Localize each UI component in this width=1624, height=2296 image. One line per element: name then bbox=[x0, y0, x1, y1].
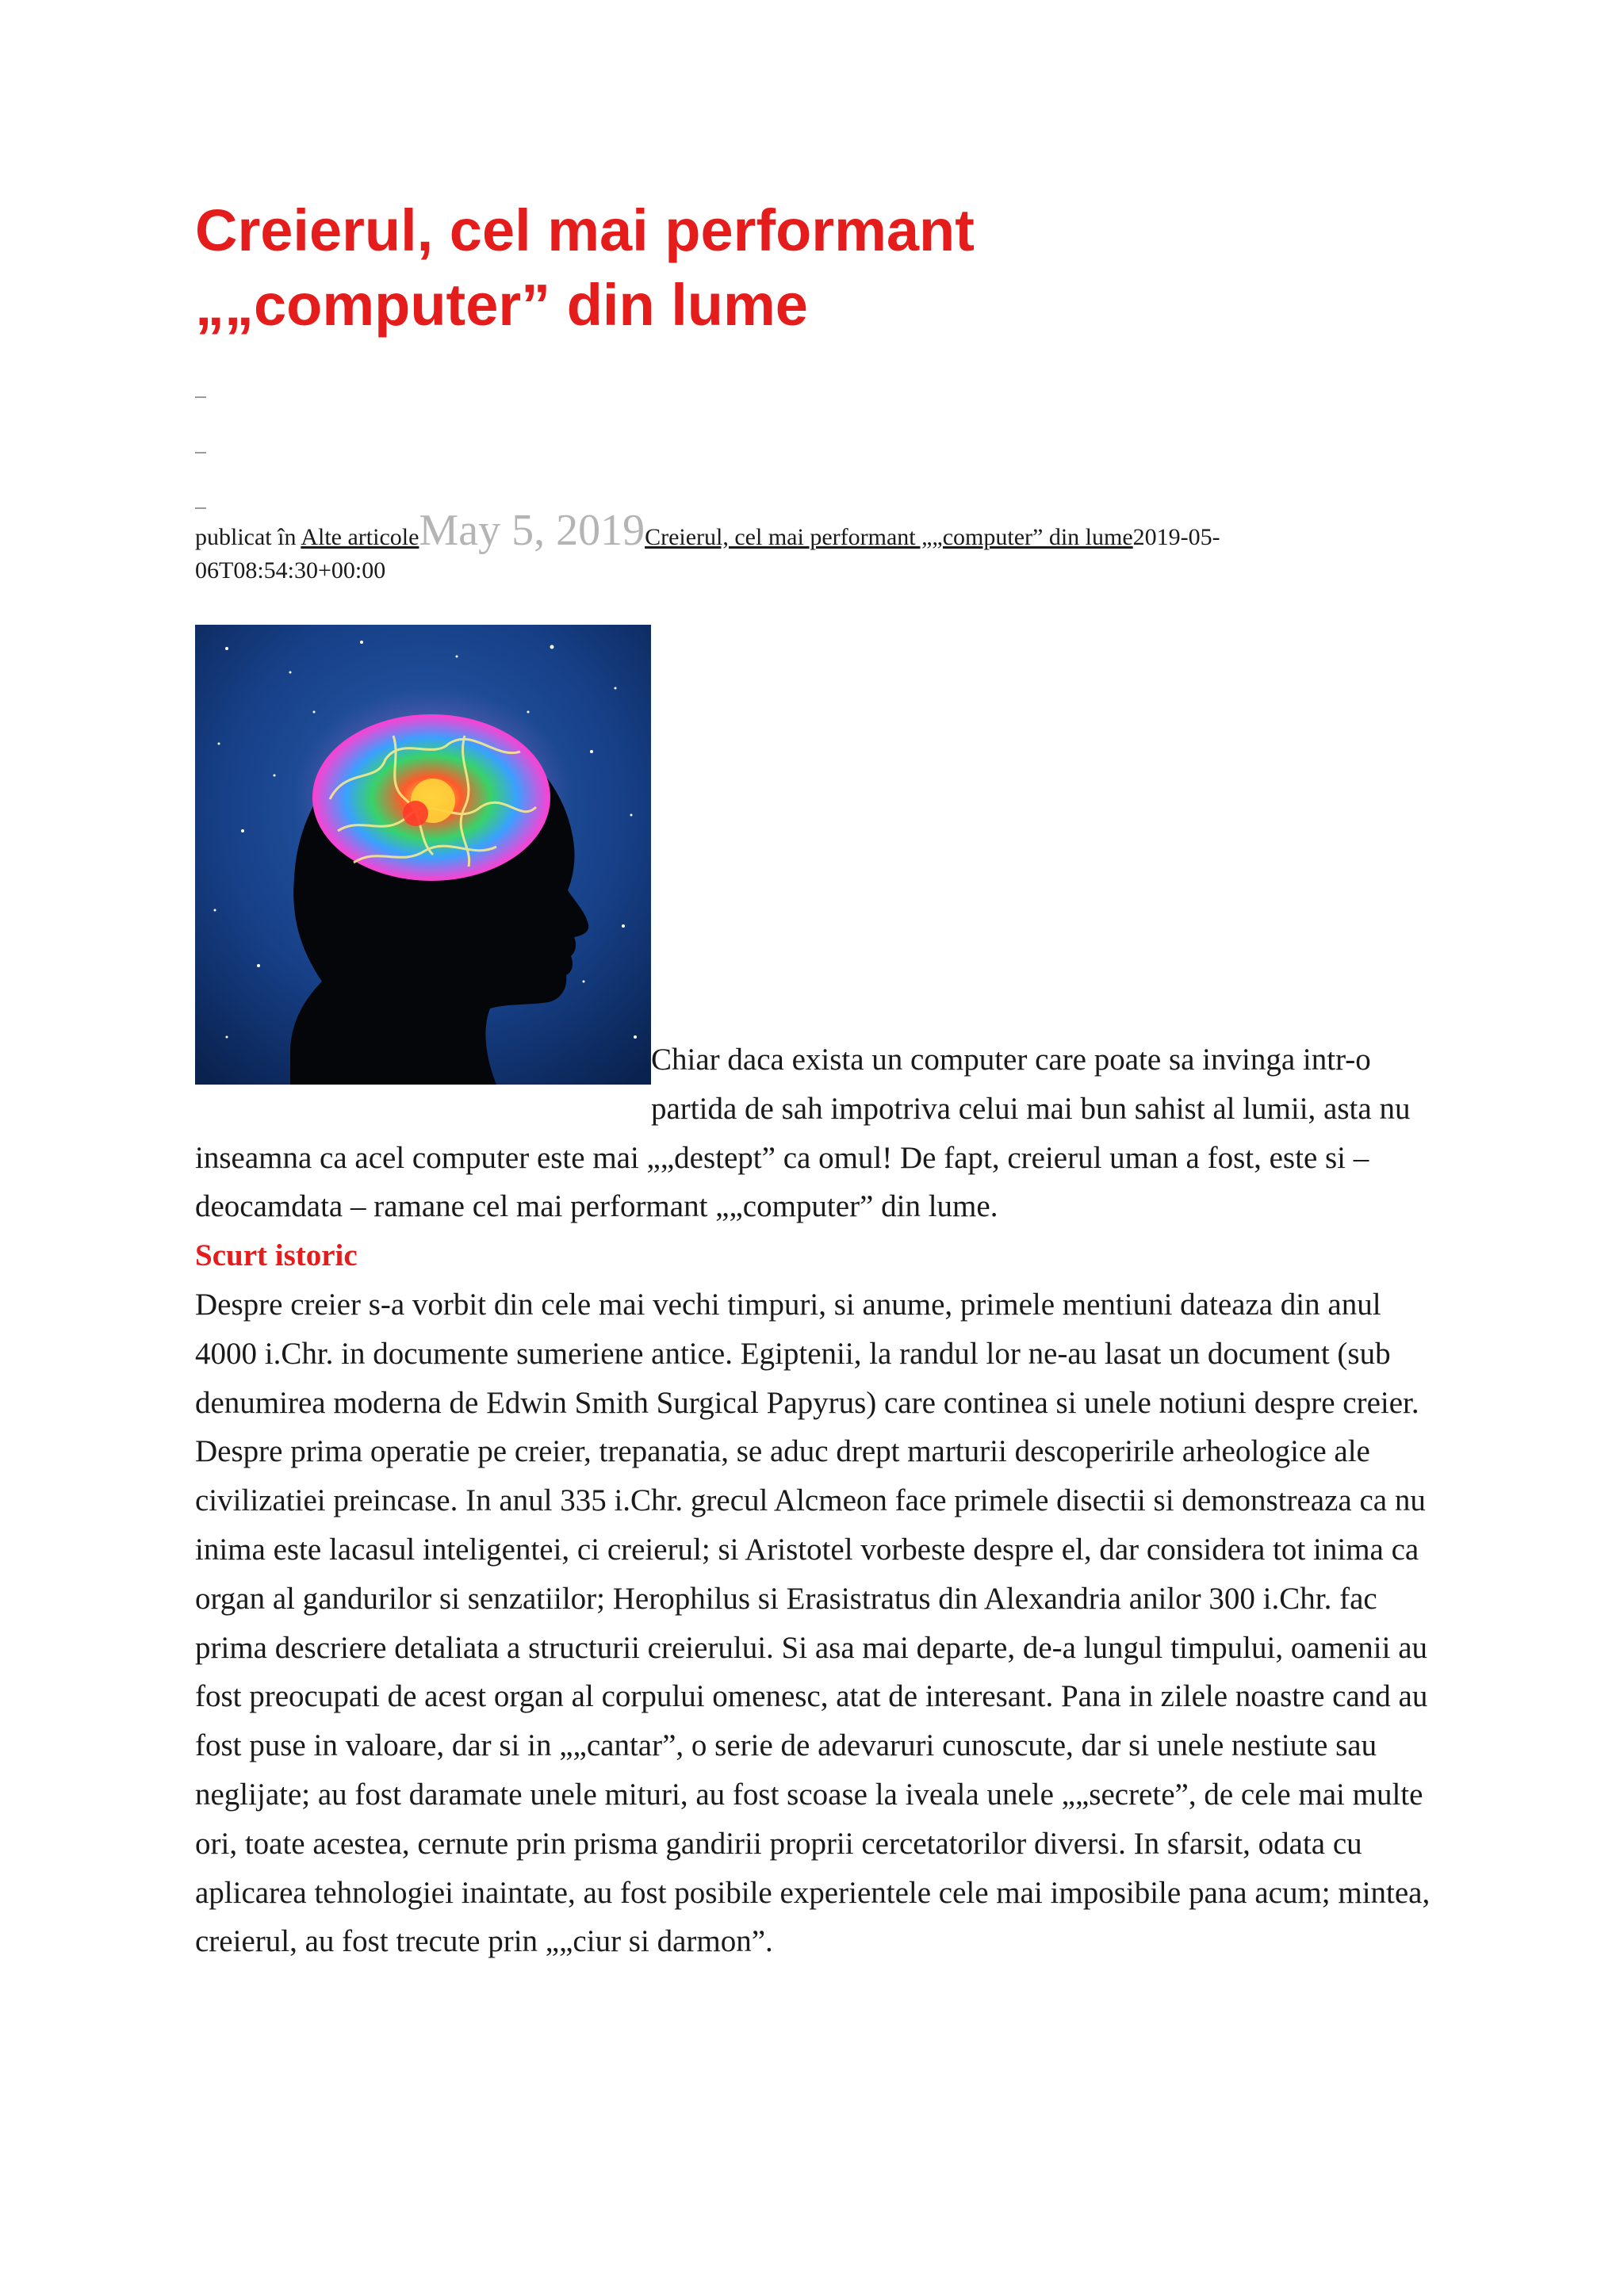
glowing-brain-silhouette-icon bbox=[195, 625, 651, 1085]
post-permalink[interactable]: Creierul, cel mai performant „„computer” din lume bbox=[645, 524, 1133, 550]
post-meta bbox=[195, 506, 1321, 587]
section-paragraph: Despre creier s-a vorbit din cele mai vechi timpuri, si anume, primele mentiuni dateaza din anul 4000 i.Chr. in documente sumeriene antice. Egiptenii, la randul lor ne-au lasat un document (sub denumirea moderna de Edwin Smith Surgical Papyrus) care continea si unele notiuni despre creier. Despre prima operatie pe creier, trepanatia, se aduc drept marturii descoperirile arheologice ale civilizatiei preincase. In anul 335 i.Chr. grecul Alcmeon face primele disectii si demonstreaza ca nu inima este lacasul inteligentei, ci creierul; si Aristotel vorbeste despre el, dar considera tot inima ca organ al gandurilor si senzatiilor; Herophilus si Erasistratus din Alexandria anilor 300 i.Chr. fac prima descriere detaliata a structurii creierului. Si asa mai departe, de-a lungul timpului, oamenii au fost preocupati de acest organ al corpului omenesc, atat de interesant. Pana in zilele noastre cand au fost puse in valoare, dar si in „„cantar”, o serie de adevaruri cunoscute, dar si unele nestiute sau neglijate; au fost daramate unele mituri, au fost scoase la iveala unele „„secrete”, de cele mai multe ori, toate acestea, cernute prin prisma gandirii proprii cercetatorilor diversi. In sfarsit, odata cu aplicarea tehnologiei inaintate, au fost posibile experientele cele mai imposibile pana acum; mintea, creierul, au fost trecute prin „„ciur si darmon”. bbox=[195, 1287, 1431, 1959]
category-link[interactable]: Alte articole bbox=[301, 524, 419, 550]
post-date: May 5, 2019 bbox=[419, 506, 645, 555]
share-dash-1[interactable] bbox=[195, 396, 206, 398]
meta-prefix: publicat în bbox=[195, 524, 301, 550]
post-timestamp: 2019-05-06T08:54:30+00:00 bbox=[195, 524, 1220, 584]
share-dash-3[interactable] bbox=[195, 507, 206, 509]
section-heading: Scurt istoric bbox=[195, 1238, 358, 1273]
article-title: Creierul, cel mai performant „„computer” din lume bbox=[195, 197, 975, 338]
article-image bbox=[195, 625, 651, 1085]
share-dash-2[interactable] bbox=[195, 452, 206, 453]
intro-paragraph: Chiar daca exista un computer care poate sa invinga intr-o partida de sah impotriva celui mai bun sahist al lumii, asta nu inseamna ca acel computer este mai „„destept” ca omul! De fapt, creierul uman a fost, este si – deocamdata – ramane cel mai performant „„computer” din lume. bbox=[195, 1043, 1411, 1224]
article-body bbox=[195, 625, 1448, 1966]
